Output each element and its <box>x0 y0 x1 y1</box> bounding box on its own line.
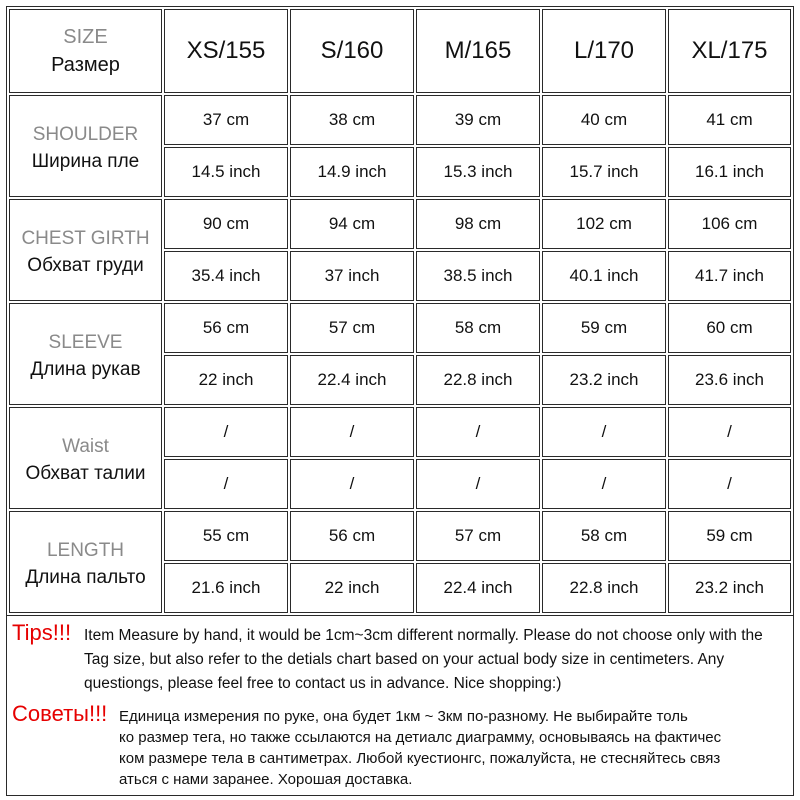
shoulder-label-cell <box>9 95 162 197</box>
size-table-body <box>9 9 791 613</box>
chest-girth-label-cell <box>9 199 162 301</box>
size-header-cell <box>9 9 162 93</box>
size-table <box>6 6 794 616</box>
imperial-value: 15.3 inch <box>416 147 540 197</box>
measurement-name-ru: Длина рукав <box>30 359 141 380</box>
measurement-name-en: Waist <box>62 436 109 457</box>
imperial-value: / <box>542 459 666 509</box>
measurement-name-en: LENGTH <box>46 540 125 561</box>
imperial-value: 21.6 inch <box>164 563 288 613</box>
metric-value: 57 cm <box>290 303 414 353</box>
measurement-name-en: CHEST GIRTH <box>21 228 150 249</box>
metric-value: 56 cm <box>290 511 414 561</box>
imperial-value: / <box>416 459 540 509</box>
tips-line: ко размер тега, но также ссылаются на детиалс диаграмму, основываясь на фактичес <box>119 729 722 746</box>
imperial-value: / <box>290 459 414 509</box>
metric-value: / <box>290 407 414 457</box>
metric-value: 59 cm <box>542 303 666 353</box>
metric-value: / <box>416 407 540 457</box>
tips-russian <box>12 703 789 790</box>
tips-line: Единица измерения по руке, она будет 1км ~ 3км по-разному. Не выбирайте толь <box>119 708 688 725</box>
metric-value: 38 cm <box>290 95 414 145</box>
size-column-header: M/165 <box>416 9 540 93</box>
metric-value: 58 cm <box>542 511 666 561</box>
imperial-value: 16.1 inch <box>668 147 791 197</box>
sleeve-metric-row <box>9 303 791 353</box>
shoulder-metric-row <box>9 95 791 145</box>
imperial-value: 22.4 inch <box>416 563 540 613</box>
tips-label-en: Tips!!! <box>12 620 72 645</box>
sleeve-label-cell <box>9 303 162 405</box>
imperial-value: 22.8 inch <box>416 355 540 405</box>
metric-value: 94 cm <box>290 199 414 249</box>
imperial-value: / <box>164 459 288 509</box>
imperial-value: 37 inch <box>290 251 414 301</box>
tips-line: Item Measure by hand, it would be 1cm~3cm different normally. Please do not choose only with the <box>84 627 763 644</box>
metric-value: 58 cm <box>416 303 540 353</box>
size-column-header: XL/175 <box>668 9 791 93</box>
metric-value: 40 cm <box>542 95 666 145</box>
length-label-cell <box>9 511 162 613</box>
measurement-name-ru: Ширина пле <box>31 151 140 172</box>
tips-line: questiongs, please feel free to contact us in advance. Nice shopping:) <box>84 675 562 692</box>
metric-value: / <box>668 407 791 457</box>
tips-english <box>12 621 788 696</box>
size-column-header: L/170 <box>542 9 666 93</box>
metric-value: 59 cm <box>668 511 791 561</box>
waist-label-cell <box>9 407 162 509</box>
metric-value: 106 cm <box>668 199 791 249</box>
imperial-value: 14.5 inch <box>164 147 288 197</box>
tips-line: Tag size, but also refer to the detials chart based on your actual body size in centimeters. Any <box>84 651 725 668</box>
waist-metric-row <box>9 407 791 457</box>
imperial-value: 23.2 inch <box>668 563 791 613</box>
tips-label-ru: Советы!!! <box>12 701 108 726</box>
imperial-value: 22 inch <box>164 355 288 405</box>
imperial-value: 15.7 inch <box>542 147 666 197</box>
metric-value: 102 cm <box>542 199 666 249</box>
imperial-value: 40.1 inch <box>542 251 666 301</box>
measurement-name-ru: Обхват груди <box>27 255 144 276</box>
metric-value: / <box>542 407 666 457</box>
metric-value: 57 cm <box>416 511 540 561</box>
metric-value: 41 cm <box>668 95 791 145</box>
metric-value: 56 cm <box>164 303 288 353</box>
imperial-value: 23.2 inch <box>542 355 666 405</box>
metric-value: 98 cm <box>416 199 540 249</box>
measurement-name-en: SHOULDER <box>32 124 139 145</box>
size-column-header: S/160 <box>290 9 414 93</box>
measurement-name-ru: Обхват талии <box>25 463 146 484</box>
length-metric-row <box>9 511 791 561</box>
tips-text-en <box>84 624 788 696</box>
tips-text-ru <box>119 706 789 790</box>
metric-value: / <box>164 407 288 457</box>
size-column-header: XS/155 <box>164 9 288 93</box>
imperial-value: 22.4 inch <box>290 355 414 405</box>
metric-value: 39 cm <box>416 95 540 145</box>
imperial-value: 22 inch <box>290 563 414 613</box>
measurement-name-ru: Длина пальто <box>25 567 146 588</box>
imperial-value: 38.5 inch <box>416 251 540 301</box>
metric-value: 60 cm <box>668 303 791 353</box>
imperial-value: 22.8 inch <box>542 563 666 613</box>
imperial-value: 41.7 inch <box>668 251 791 301</box>
size-label-en: SIZE <box>63 26 108 48</box>
imperial-value: 23.6 inch <box>668 355 791 405</box>
metric-value: 55 cm <box>164 511 288 561</box>
imperial-value: / <box>668 459 791 509</box>
imperial-value: 35.4 inch <box>164 251 288 301</box>
metric-value: 90 cm <box>164 199 288 249</box>
tips-line: ком размере тела в сантиметрах. Любой куестионгс, пожалуйста, не стесняйтесь связ <box>119 750 721 767</box>
size-label-ru: Размер <box>51 54 120 76</box>
chest-metric-row <box>9 199 791 249</box>
measurement-name-en: SLEEVE <box>48 332 123 353</box>
header-row <box>9 9 791 93</box>
metric-value: 37 cm <box>164 95 288 145</box>
imperial-value: 14.9 inch <box>290 147 414 197</box>
tips-line: аться с нами заранее. Хорошая доставка. <box>119 771 413 788</box>
